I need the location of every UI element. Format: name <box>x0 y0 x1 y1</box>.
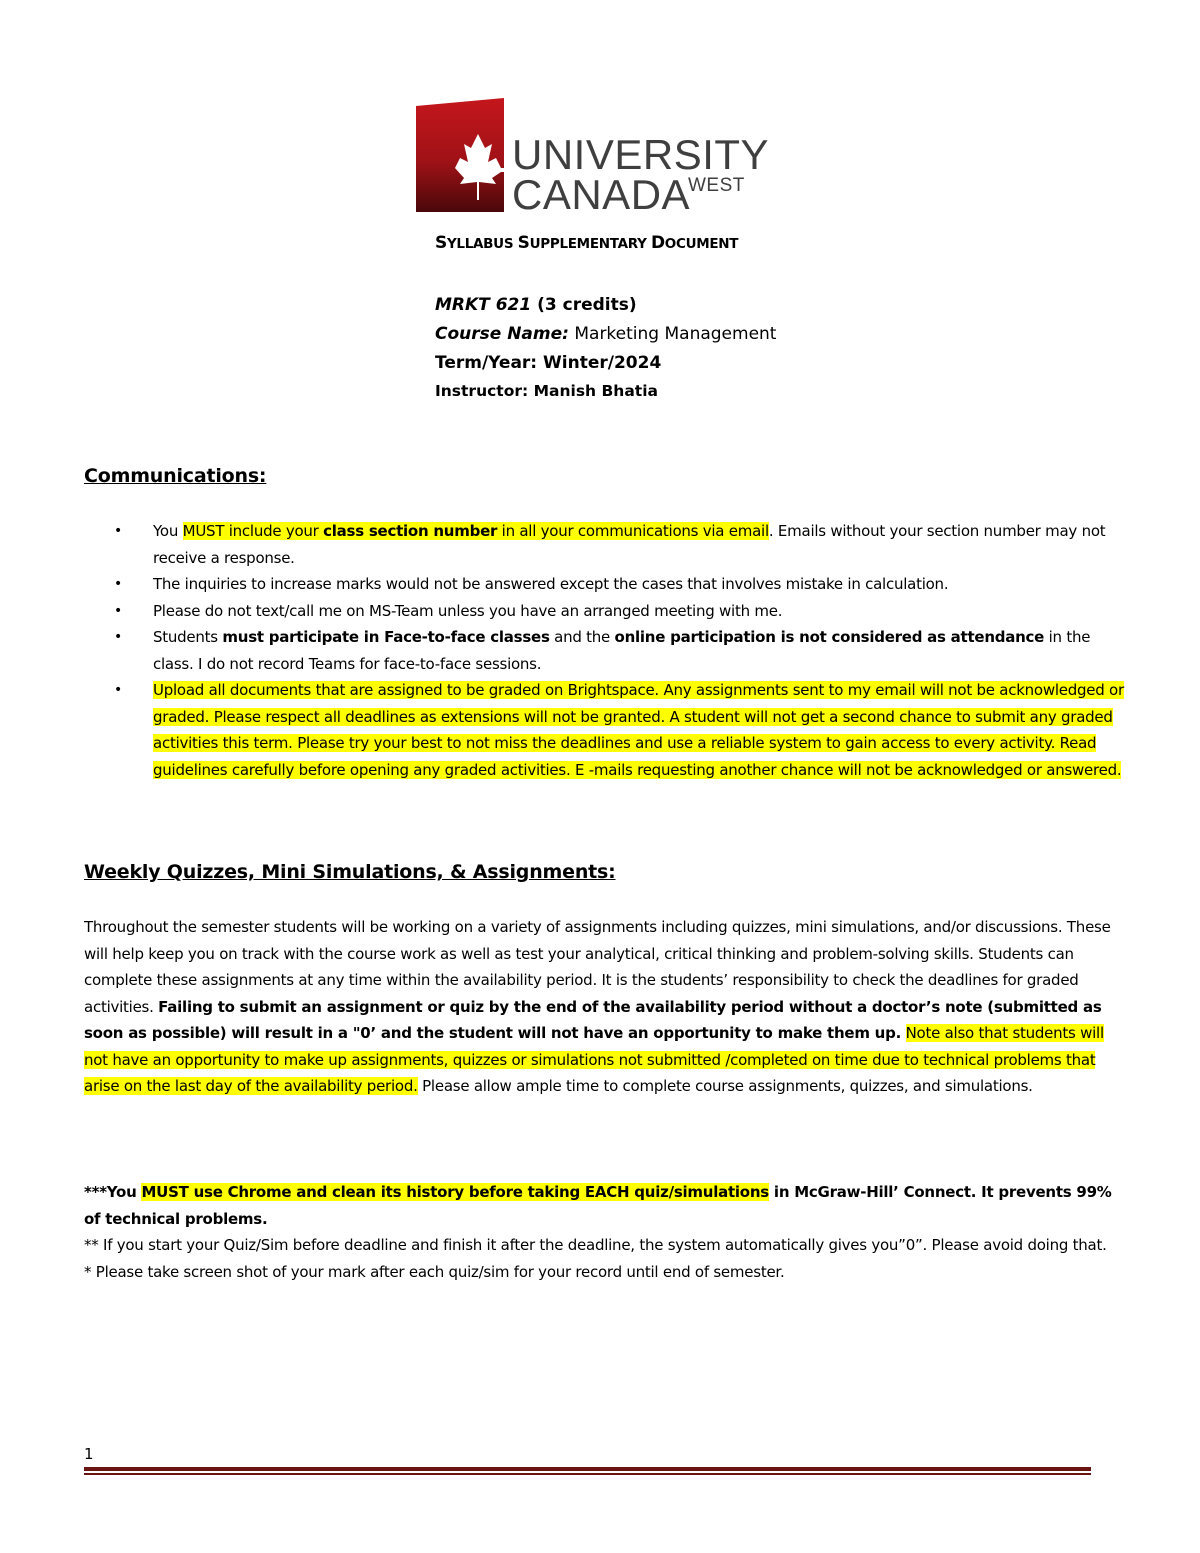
bullet-icon: • <box>114 602 123 619</box>
text-run: If you start your Quiz/Sim before deadline and finish it after the deadline, the system automatically gives you”0”. Please avoid doing that. <box>103 1236 1107 1254</box>
text-run: in McGraw-Hill’ Connect. It prevents 99% of technical problems. <box>84 1183 1112 1228</box>
course-code-line <box>435 297 637 314</box>
title-part: OCUMENT <box>664 236 739 252</box>
course-credits: (3 credits) <box>531 295 637 315</box>
list-item <box>84 518 1129 571</box>
bullet-icon: • <box>114 576 123 592</box>
weekly-paragraph <box>84 914 1129 1100</box>
text-run: The inquiries to increase marks would not be answered except the cases that involves mistake in calculation. <box>153 575 949 593</box>
logo-text-university: UNIVERSITY <box>512 131 770 178</box>
highlighted-text: Upload all documents that are assigned to be graded on Brightspace. Any assignments sent to my email will not be acknowledged or graded. Please respect all deadlines as extensions will not be granted. A student will not get a second chance to submit any graded activities this term. Please try your best to not miss the deadlines and use a reliable system to gain access to every activity. Read guidelines carefully before opening any graded activities. E -mails requesting another chance will not be acknowledged or answered. <box>153 681 1124 779</box>
logo-text-west: WEST <box>688 175 745 196</box>
title-part: UPPLEMENTARY <box>529 236 651 252</box>
bullet-icon: • <box>114 629 123 645</box>
note-screenshot: * Please take screen shot of your mark after each quiz/sim for your record until end of semester. <box>84 1262 785 1281</box>
text-run: must participate in Face-to-face classes <box>222 628 550 646</box>
list-item <box>84 677 1129 783</box>
footer-rule <box>84 1467 1091 1471</box>
notes-block <box>84 1179 1129 1285</box>
term-year: Term/Year: Winter/2024 <box>435 353 662 373</box>
text-run: Please allow ample time to complete course assignments, quizzes, and simulations. <box>417 1077 1033 1095</box>
text-run: ** <box>84 1236 104 1254</box>
page-number: 1 <box>84 1445 94 1463</box>
text-run: Students <box>153 628 223 646</box>
text-run: class section number <box>323 522 498 540</box>
text-run: in the class. I do not record Teams for face-to-face sessions. <box>153 628 1091 673</box>
weekly-heading: Weekly Quizzes, Mini Simulations, & Assignments: <box>84 861 616 883</box>
maple-leaf-block-icon <box>408 96 518 220</box>
list-item <box>84 598 1129 625</box>
highlighted-text: Note also that students will not have an opportunity to make up assignments, quizzes or simulations not submitted /completed on time due to technical problems that arise on the last day of the availability period. <box>84 1024 1104 1095</box>
course-name-label: Course Name: <box>435 324 569 344</box>
note-chrome <box>84 1179 1129 1232</box>
text-run <box>901 1024 906 1042</box>
title-part: YLLABUS <box>446 236 518 252</box>
document-title <box>435 235 738 252</box>
university-logo <box>408 96 798 220</box>
instructor: Instructor: Manish Bhatia <box>435 382 658 400</box>
text-run: You <box>153 522 183 540</box>
list-item <box>84 571 1129 598</box>
text-run: MUST include your <box>182 522 324 540</box>
note-deadline <box>84 1232 1129 1259</box>
bullet-icon: • <box>114 523 123 539</box>
text-run: ***You <box>84 1183 142 1201</box>
highlighted-text: MUST use Chrome and clean its history before taking EACH quiz/simulations <box>141 1183 769 1201</box>
title-part: S <box>517 233 530 253</box>
communications-list <box>84 518 1129 783</box>
bold-text: Failing to submit an assignment or quiz by the end of the availability period without a doctor’s note (submitted as soon as possible) will result in a "0’ and the student will not have an opportunity to make them up. <box>84 997 1102 1042</box>
communications-heading: Communications: <box>84 465 267 487</box>
text-run: Throughout the semester students will be working on a variety of assignments including quizzes, mini simulations, and/or discussions. These will help keep you on track with the course work as well as test your analytical, critical thinking and problem-solving skills. Students can complete these assignments at any time within the availability period. It is the students’ responsibility to check the deadlines for graded activities. <box>84 918 1111 1016</box>
course-name-line <box>435 326 776 343</box>
text-run: online participation is not considered as attendance <box>614 628 1045 646</box>
bullet-icon: • <box>114 682 123 698</box>
text-run: in all your communications via email <box>497 522 769 540</box>
text-run: and the <box>549 628 615 646</box>
title-part: S <box>435 233 447 253</box>
highlighted-text <box>183 522 769 540</box>
logo-text-canada: CANADA <box>512 171 691 218</box>
title-part: D <box>650 233 665 253</box>
text-run: . Emails without your section number may not receive a response. <box>153 522 1106 567</box>
course-name: Marketing Management <box>568 324 777 344</box>
footer-rule <box>84 1473 1091 1475</box>
text-run: Please do not text/call me on MS-Team unless you have an arranged meeting with me. <box>153 601 783 620</box>
list-item <box>84 624 1129 677</box>
course-code: MRKT 621 <box>435 295 532 315</box>
